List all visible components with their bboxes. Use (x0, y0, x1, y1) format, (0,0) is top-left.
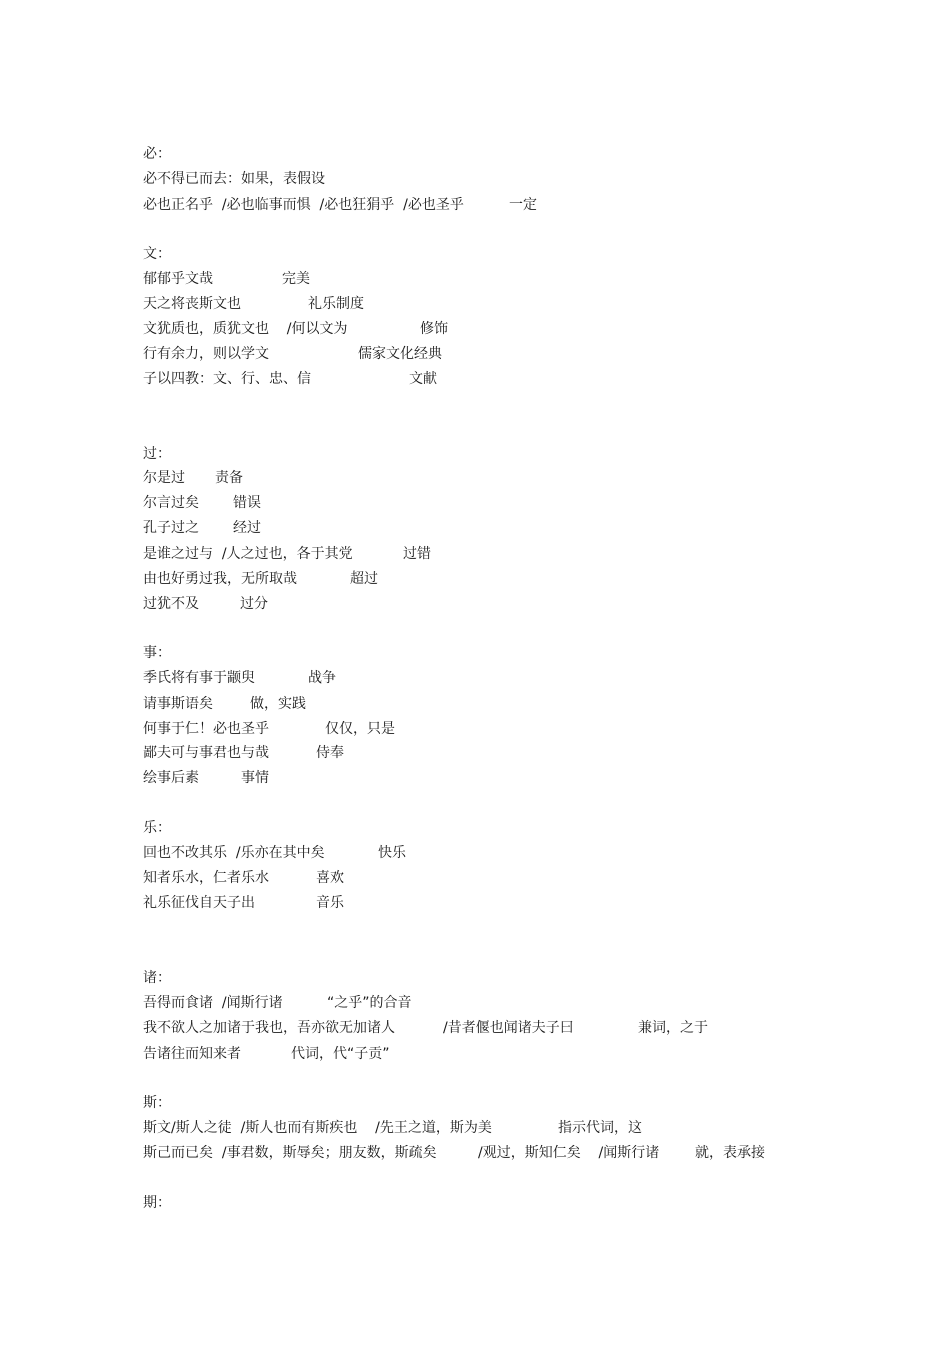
entry-heading: 文： (143, 246, 171, 262)
example-line (143, 345, 442, 363)
meaning-label: 错误 (233, 495, 261, 511)
example-line (143, 519, 261, 537)
example-line (143, 595, 268, 613)
example-line (143, 1119, 642, 1137)
meaning-label: 侍奉 (316, 745, 344, 761)
meaning-label: 快乐 (378, 845, 406, 861)
example-text: 孔子过之 (143, 520, 199, 536)
entry-heading: 斯： (143, 1095, 171, 1111)
meaning-label: 完美 (282, 271, 310, 287)
meaning-label: 过分 (240, 596, 268, 612)
meaning-label: 超过 (350, 571, 378, 587)
meaning-label: 儒家文化经典 (358, 346, 442, 362)
example-line (143, 744, 344, 762)
entry-heading: 必： (143, 146, 171, 162)
example-text: 斯文/斯人之徒 /斯人也而有斯疾也 /先王之道，斯为美 (143, 1120, 492, 1136)
example-text: 鄙夫可与事君也与哉 (143, 745, 269, 761)
example-text: 知者乐水，仁者乐水 (143, 870, 269, 886)
meaning-label: 仅仅，只是 (325, 721, 395, 737)
example-line (143, 170, 325, 188)
example-text: 郁郁乎文哉 (143, 271, 213, 287)
entry-heading: 事： (143, 645, 171, 661)
example-line (143, 270, 310, 288)
example-line (143, 695, 306, 713)
example-line (143, 1045, 390, 1063)
meaning-label: 事情 (241, 770, 269, 786)
example-text: 尔言过矣 (143, 495, 199, 511)
meaning-label: “之乎”的合音 (327, 995, 412, 1011)
meaning-label: 音乐 (316, 895, 344, 911)
meaning-label: 做，实践 (250, 696, 306, 712)
example-text: 回也不改其乐 /乐亦在其中矣 (143, 845, 325, 861)
example-line (143, 196, 537, 214)
entry-heading: 乐： (143, 820, 171, 836)
meaning-label: 文献 (409, 371, 437, 387)
example-text: 告诸往而知来者 (143, 1046, 241, 1062)
example-text: 过犹不及 (143, 596, 199, 612)
example-text: 我不欲人之加诸于我也，吾亦欲无加诸人 (143, 1020, 395, 1036)
example-line (143, 494, 261, 512)
meaning-label: 过错 (403, 546, 431, 562)
example-text: 必也正名乎 /必也临事而惧 /必也狂狷乎 /必也圣乎 (143, 197, 464, 213)
example-text: 绘事后素 (143, 770, 199, 786)
example-text: 吾得而食诸 /闻斯行诸 (143, 995, 283, 1011)
example-text: 天之将丧斯文也 (143, 296, 241, 312)
meaning-label: 代词，代“子贡” (291, 1046, 390, 1062)
meaning-label: 就，表承接 (695, 1145, 765, 1161)
example-line (143, 869, 344, 887)
meaning-label: 战争 (308, 670, 336, 686)
example-text: 子以四教：文、行、忠、信 (143, 371, 311, 387)
example-text: 是谁之过与 /人之过也，各于其党 (143, 546, 353, 562)
meaning-label: 经过 (233, 520, 261, 536)
example-text: 文犹质也，质犹文也 /何以文为 (143, 321, 348, 337)
example-text-extra: /昔者偃也闻诸夫子曰 (443, 1020, 574, 1036)
entry-heading: 诸： (143, 970, 171, 986)
example-line (143, 720, 395, 738)
example-line (143, 295, 364, 313)
example-text: 尔是过 (143, 470, 185, 486)
example-text: 必不得已而去：如果，表假设 (143, 171, 325, 187)
example-text: 何事于仁！必也圣乎 (143, 721, 269, 737)
meaning-label: 喜欢 (316, 870, 344, 886)
example-line (143, 370, 437, 388)
example-line (143, 994, 412, 1012)
example-text-extra: /观过，斯知仁矣 /闻斯行诸 (478, 1145, 660, 1161)
example-line (143, 769, 269, 787)
example-line (143, 469, 243, 487)
entry-heading: 期： (143, 1195, 171, 1211)
example-line (143, 1019, 708, 1037)
example-line (143, 545, 431, 563)
meaning-label: 责备 (215, 470, 243, 486)
example-line (143, 669, 336, 687)
example-text: 请事斯语矣 (143, 696, 213, 712)
example-text: 斯己而已矣 /事君数，斯辱矣；朋友数，斯疏矣 (143, 1145, 437, 1161)
example-text: 行有余力，则以学文 (143, 346, 269, 362)
example-text: 季氏将有事于颛臾 (143, 670, 255, 686)
entry-heading: 过： (143, 446, 171, 462)
example-text: 由也好勇过我，无所取哉 (143, 571, 297, 587)
meaning-label: 修饰 (420, 321, 448, 337)
meaning-label: 指示代词，这 (558, 1120, 642, 1136)
example-line (143, 570, 378, 588)
example-line (143, 1144, 765, 1162)
example-line (143, 894, 344, 912)
meaning-label: 兼词，之于 (638, 1020, 708, 1036)
meaning-label: 礼乐制度 (308, 296, 364, 312)
example-line (143, 844, 406, 862)
meaning-label: 一定 (509, 197, 537, 213)
example-line (143, 320, 448, 338)
example-text: 礼乐征伐自天子出 (143, 895, 255, 911)
